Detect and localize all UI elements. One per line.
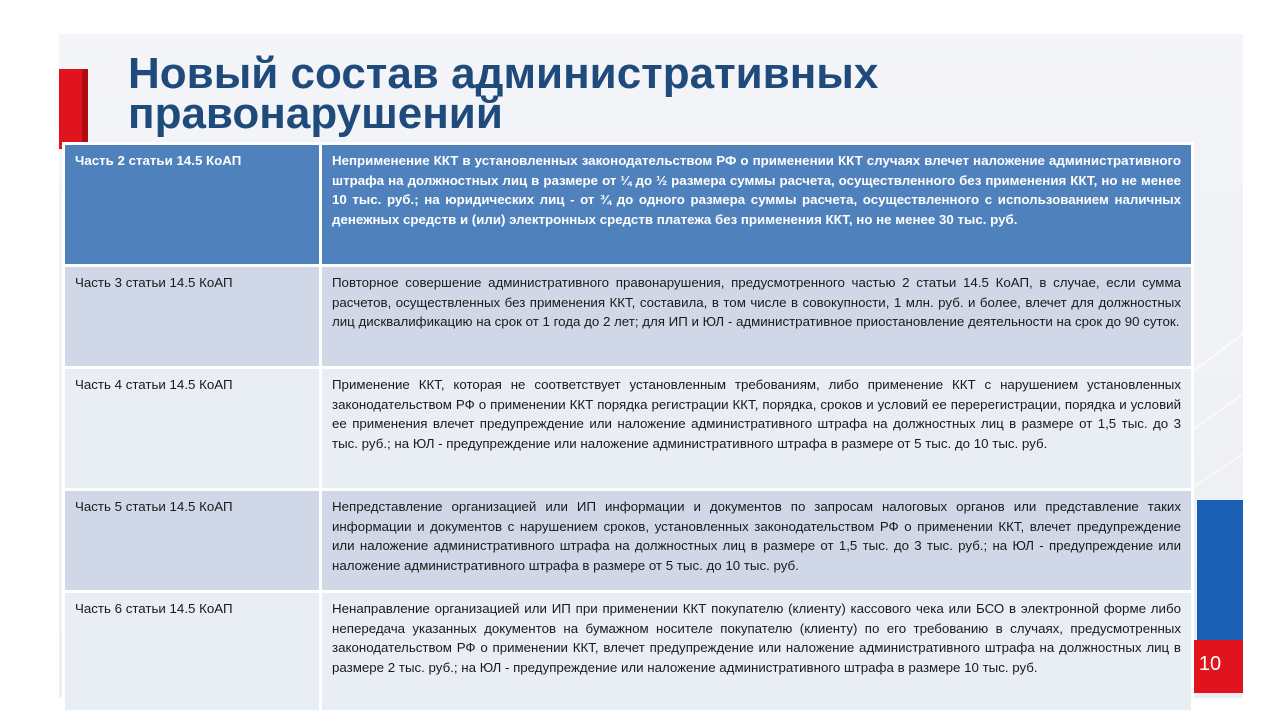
row-description: Непредставление организацией или ИП информации и документов по запросам налоговых органов или представление таких информации и документов с нарушением сроков, установленных законодательством РФ о применении ККТ, влечет предупреждение или наложение административного штрафа на должностных лиц в размере от 1,5 тыс. до 3 тыс. руб.; на ЮЛ - предупреждение или наложение административного штрафа в размере от 5 тыс. до 10 тыс. руб. — [321, 490, 1193, 592]
row-label: Часть 6 статьи 14.5 КоАП — [64, 592, 321, 712]
violations-table — [62, 142, 1194, 713]
row-label: Часть 3 статьи 14.5 КоАП — [64, 266, 321, 368]
row-description: Применение ККТ, которая не соответствует установленным требованиям, либо применение ККТ с нарушением установленных законодательством РФ о применении ККТ порядка регистрации ККТ, порядка, сроков и условий ее перерегистрации, порядка и условий ее применения влечет предупреждение или наложение административного штрафа на должностных лиц в размере от 1,5 тыс. до 3 тыс. руб.; на ЮЛ - предупреждение или наложение административного штрафа в размере от 5 тыс. до 10 тыс. руб. — [321, 368, 1193, 490]
row-description: Неприменение ККТ в установленных законодательством РФ о применении ККТ случаях влечет наложение административного штрафа на должностных лиц в размере от ¼ до ½ размера суммы расчета, осуществленного без применения ККТ, но не менее 10 тыс. руб.; на юридических лиц - от ¾ до одного размера суммы расчета, осуществленного с использованием наличных денежных средств и (или) электронных средств платежа без применения ККТ, но не менее 30 тыс. руб. — [321, 144, 1193, 266]
table-row — [64, 368, 1193, 490]
table-row — [64, 266, 1193, 368]
row-label: Часть 5 статьи 14.5 КоАП — [64, 490, 321, 592]
row-label: Часть 4 статьи 14.5 КоАП — [64, 368, 321, 490]
row-description: Повторное совершение административного правонарушения, предусмотренного частью 2 статьи 14.5 КоАП, в случае, если сумма расчетов, осуществленных без применения ККТ, составила, в том числе в совокупности, 1 млн. руб. и более, влечет для должностных лиц дисквалификацию на срок от 1 года до 2 лет; для ИП и ЮЛ - административное приостановление деятельности на срок до 90 суток. — [321, 266, 1193, 368]
slide-title: Новый состав административных правонарушений — [128, 54, 879, 138]
table-row — [64, 144, 1193, 266]
flag-blue-stripe — [1197, 500, 1243, 640]
row-description: Ненаправление организацией или ИП при применении ККТ покупателю (клиенту) кассового чека или БСО в электронной форме либо непередача указанных документов на бумажном носителе покупателю (клиенту) по его требованию в случаях, предусмотренных законодательством РФ о применении ККТ, влечет предупреждение или наложение административного штрафа на должностных лиц в размере 2 тыс. руб.; на ЮЛ - предупреждение или наложение административного штрафа в размере 10 тыс. руб. — [321, 592, 1193, 712]
table-row — [64, 592, 1193, 712]
table-row — [64, 490, 1193, 592]
row-label: Часть 2 статьи 14.5 КоАП — [64, 144, 321, 266]
red-accent-bar — [59, 69, 88, 149]
page-number: 10 — [1198, 653, 1222, 675]
